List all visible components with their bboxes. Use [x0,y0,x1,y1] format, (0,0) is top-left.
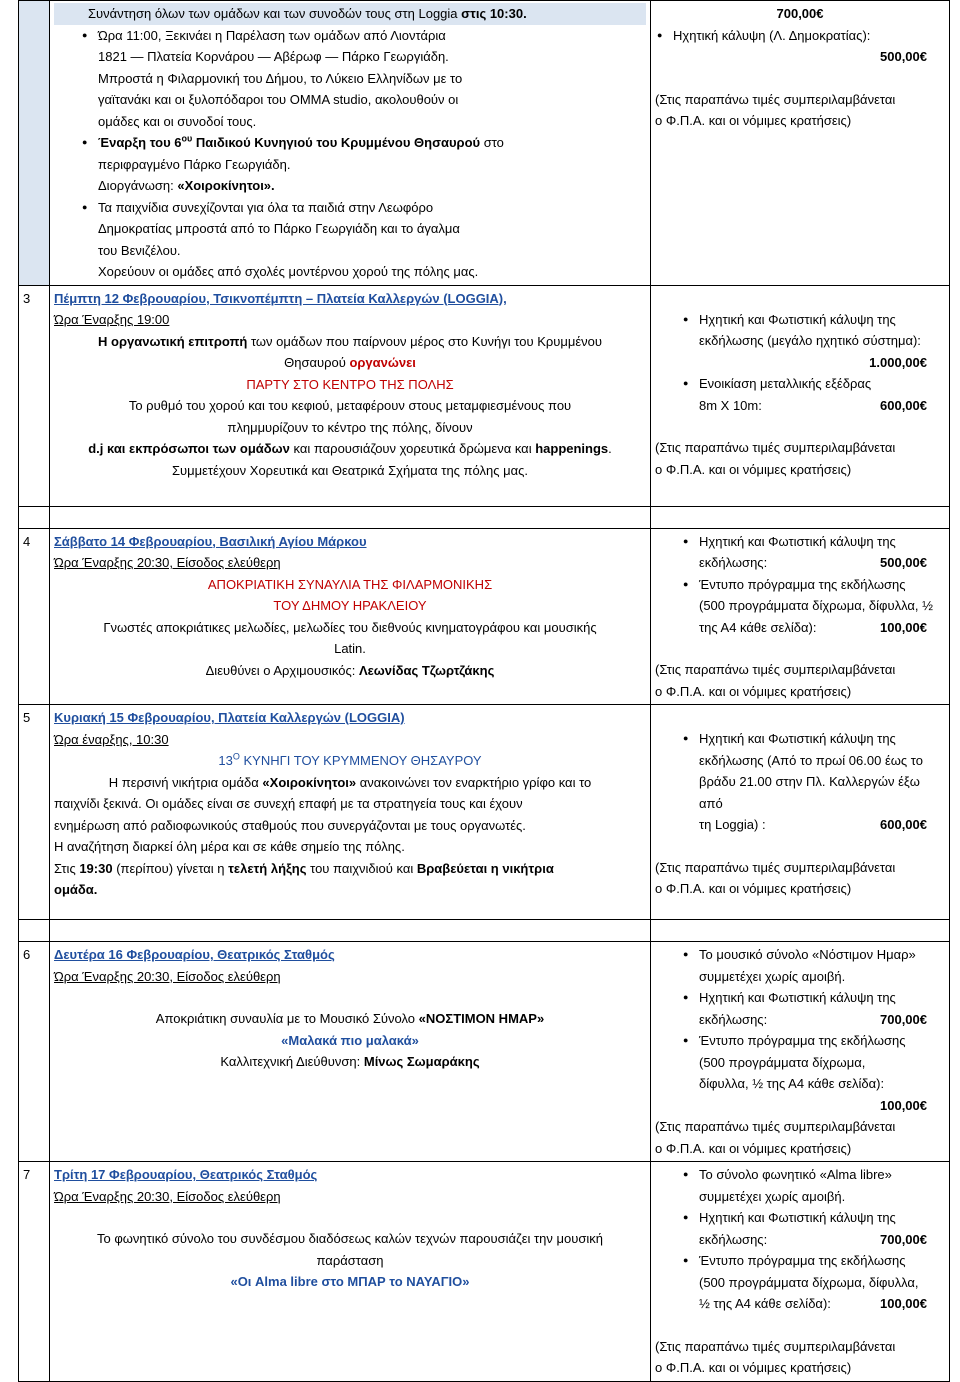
table-row [19,528,950,705]
table-row [19,705,950,920]
event-description: Συνάντηση όλων των ομάδων και των συνοδών τους στη Loggia στις 10:30. ● Ώρα 11:00, Ξεκινάει η Παρέλαση των ομάδων από Λιοντάρια 1821 — Πλατεία Κορνάρου — Αβέρωφ — Πάρκο Γεωργιάδη. Μπροστά η Φιλαρμονική του Δήμου, το Λύκειο Ελληνίδων με το γαϊτανάκι και οι ξυλοπόδαροι του ΟΜΜΑ studio, ακολουθούν οι ομάδες και οι συνοδοί τους. ● Έναρξη του $6^{o\upsilon}$ Παιδικού Κυνηγιού του Κρυμμένου Θησαυρού στο περιφραγμένο Πάρκο Γεωργιάδη. Διοργάνωση: «Χοιροκίνητοι». ● Τα παιχνίδια συνεχίζονται για όλα τα παιδιά στην Λεωφόρο Δημοκρατίας μπροστά από το Πάρκο Γεωργιάδη και το άγαλμα του Βενιζέλου. Χορεύουν οι ομάδες από σχολές μοντέρνου χορού της πόλης μας. [50,1,651,286]
table-row [19,942,950,1162]
cost-cell: ● Ηχητική και Φωτιστική κάλυψη της εκδήλωσης: 500,00€ ● Έντυπο πρόγραμμα της εκδήλωσης (500 προγράμματα δίχρωμα, δίφυλλα, ½ της Α4 κάθε σελίδα): 100,00€ (Στις παραπάνω τιμές συμπεριλαμβάνεται ο Φ.Π.Α. και οι νόμιμες κρατήσεις) [651,528,950,705]
event-description: Πέμπτη 12 Φεβρουαρίου, Τσικνοπέμπτη – Πλατεία Καλλεργών (LOGGIA), Ώρα Έναρξης 19:00 Η οργανωτική επιτροπή των ομάδων που παίρνουν μέρος στο Κυνήγι του Κρυμμένου Θησαυρού οργανώνει ΠΑΡΤΥ ΣΤΟ ΚΕΝΤΡΟ ΤΗΣ ΠΟΛΗΣ Το ρυθμό του χορού και του κεφιού, μεταφέρουν στους μεταμφιεσμένους που πλημμυρίζουν το κέντρο της πόλης, δίνουν d.j και εκπρόσωποι των ομάδων και παρουσιάζουν χορευτικά δρώμενα και happenings. Συμμετέχουν Χορευτικά και Θεατρικά Σχήματα της πόλης μας. [50,285,651,506]
row-number: 3 [19,285,50,506]
list-item: ● Έναρξη του $6^{o\upsilon}$ Παιδικού Κυνηγιού του Κρυμμένου Θησαυρού στο [54,132,646,154]
list-item: ● Ηχητική και Φωτιστική κάλυψη της [655,1207,945,1229]
list-item: ● Ενοικίαση μεταλλικής εξέδρας [655,373,945,395]
row-number: 7 [19,1162,50,1382]
row-number [19,1,50,286]
event-time: Ώρα Έναρξης 20:30, Είσοδος ελεύθερη [54,968,281,984]
event-description: Δευτέρα 16 Φεβρουαρίου, Θεατρικός Σταθμός Ώρα Έναρξης 20:30, Είσοδος ελεύθερη Αποκριάτικη συναυλία με το Μουσικό Σύνολο «ΝΟΣΤΙΜΟΝ ΗΜΑΡ» «Μαλακά πιο μαλακά» Καλλιτεχνική Διεύθυνση: Μίνως Σωμαράκης [50,942,651,1162]
cost-cell: ● Το σύνολο φωνητικό «Alma libre» συμμετέχει χωρίς αμοιβή. ● Ηχητική και Φωτιστική κάλυψη της εκδήλωσης: 700,00€ ● Έντυπο πρόγραμμα της εκδήλωσης (500 προγράμματα δίχρωμα, δίφυλλα, ½ της Α4 κάθε σελίδα): 100,00€ (Στις παραπάνω τιμές συμπεριλαμβάνεται ο Φ.Π.Α. και οι νόμιμες κρατήσεις) [651,1162,950,1382]
list-item: ● Έντυπο πρόγραμμα της εκδήλωσης [655,1250,945,1272]
list-item: ● Έντυπο πρόγραμμα της εκδήλωσης [655,574,945,596]
cost-cell: 700,00€ ● Ηχητική κάλυψη (Λ. Δημοκρατίας): 500,00€ (Στις παραπάνω τιμές συμπεριλαμβάνεται ο Φ.Π.Α. και οι νόμιμες κρατήσεις) [651,1,950,286]
row-number [19,920,50,942]
event-title: Τρίτη 17 Φεβρουαρίου, Θεατρικός Σταθμός [54,1167,318,1182]
list-item: ● Ηχητική και Φωτιστική κάλυψη της εκδήλωσης (Από το πρωί 06.00 έως το βράδυ 21.00 στην Πλ. Καλλεργών έξω από [655,728,945,814]
table-row [19,506,950,528]
list-item: ● Ώρα 11:00, Ξεκινάει η Παρέλαση των ομάδων από Λιοντάρια 1821 — Πλατεία Κορνάρου — Αβέρωφ — Πάρκο Γεωργιάδη. [54,25,646,68]
event-title: Σάββατο 14 Φεβρουαρίου, Βασιλική Αγίου Μάρκου [54,533,367,549]
list-item: ● Έντυπο πρόγραμμα της εκδήλωσης [655,1030,945,1052]
table-row [19,1162,950,1382]
list-item: ● Ηχητική και Φωτιστική κάλυψη της [655,987,945,1009]
event-description: Σάββατο 14 Φεβρουαρίου, Βασιλική Αγίου Μάρκου Ώρα Έναρξης 20:30, Είσοδος ελεύθερη ΑΠΟΚΡΙΑΤΙΚΗ ΣΥΝΑΥΛΙΑ ΤΗΣ ΦΙΛΑΡΜΟΝΙΚΗΣ ΤΟΥ ΔΗΜΟΥ ΗΡΑΚΛΕΙΟΥ Γνωστές αποκριάτικες μελωδίες, μελωδίες του διεθνούς κινηματογράφου και μουσικής Latin. Διευθύνει ο Αρχιμουσικός: Λεωνίδας Τζωρτζάκης [50,528,651,705]
cost-cell [651,920,950,942]
event-time: Ώρα Έναρξης 19:00 [54,312,170,327]
event-description [50,920,651,942]
list-item: ● Τα παιχνίδια συνεχίζονται για όλα τα παιδιά στην Λεωφόρο [54,197,646,219]
list-item: ● Το σύνολο φωνητικό «Alma libre» [655,1164,945,1186]
event-title: Κυριακή 15 Φεβρουαρίου, Πλατεία Καλλεργών (LOGGIA) [54,710,405,725]
row-number: 6 [19,942,50,1162]
event-description [50,506,651,528]
cost-cell: ● Ηχητική και Φωτιστική κάλυψη της εκδήλωσης (Από το πρωί 06.00 έως το βράδυ 21.00 στην Πλ. Καλλεργών έξω από τη Loggia) : 600,00€ (Στις παραπάνω τιμές συμπεριλαμβάνεται ο Φ.Π.Α. και οι νόμιμες κρατήσεις) [651,705,950,920]
row-number: 4 [19,528,50,705]
event-time: Ώρα Έναρξης 20:30, Είσοδος ελεύθερη [54,555,281,570]
row-number: 5 [19,705,50,920]
cost-cell: ● Το μουσικό σύνολο «Νόστιμον Ημαρ» συμμετέχει χωρίς αμοιβή. ● Ηχητική και Φωτιστική κάλυψη της εκδήλωσης: 700,00€ ● Έντυπο πρόγραμμα της εκδήλωσης (500 προγράμματα δίχρωμα, δίφυλλα, ½ της Α4 κάθε σελίδα): 100,00€ (Στις παραπάνω τιμές συμπεριλαμβάνεται ο Φ.Π.Α. και οι νόμιμες κρατήσεις) [651,942,950,1162]
list-item: ● Ηχητική και Φωτιστική κάλυψη της εκδήλωσης (μεγάλο ηχητικό σύστημα): [655,309,945,352]
event-description: Κυριακή 15 Φεβρουαρίου, Πλατεία Καλλεργών (LOGGIA) Ώρα έναρξης, 10:30 $13^O$ ΚΥΝΗΓΙ ΤΟΥ ΚΡΥΜΜΕΝΟΥ ΘΗΣΑΥΡΟΥ Η περσινή νικήτρια ομάδα «Χοιροκίνητοι» ανακοινώνει τον εναρκτήριο γρίφο και το παιχνίδι ξεκινά. Οι ομάδες είναι σε συνεχή επαφή με τα στρατηγεία τους και έχουν ενημέρωση από ραδιοφωνικούς σταθμούς που συνεργάζονται με τους οργανωτές. Η αναζήτηση διαρκεί όλη μέρα και σε κάθε σημείο της πόλης. Στις 19:30 (περίπου) γίνεται η τελετή λήξης του παιχνιδιού και Βραβεύεται η νικήτρια ομάδα. [50,705,651,920]
list-item: ● Το μουσικό σύνολο «Νόστιμον Ημαρ» [655,944,945,966]
event-time: Ώρα Έναρξης 20:30, Είσοδος ελεύθερη [54,1188,281,1204]
event-title: Πέμπτη 12 Φεβρουαρίου, Τσικνοπέμπτη – Πλατεία Καλλεργών (LOGGIA), [54,290,507,306]
cost-cell: ● Ηχητική και Φωτιστική κάλυψη της εκδήλωσης (μεγάλο ηχητικό σύστημα): 1.000,00€ ● Ενοικίαση μεταλλικής εξέδρας 8m X 10m: 600,00€ (Στις παραπάνω τιμές συμπεριλαμβάνεται ο Φ.Π.Α. και οι νόμιμες κρατήσεις) [651,285,950,506]
event-time: Ώρα έναρξης, 10:30 [54,731,169,747]
event-title: Δευτέρα 16 Φεβρουαρίου, Θεατρικός Σταθμός [54,947,335,962]
table-row [19,920,950,942]
cost-cell [651,506,950,528]
schedule-table [18,0,950,1382]
event-description: Τρίτη 17 Φεβρουαρίου, Θεατρικός Σταθμός Ώρα Έναρξης 20:30, Είσοδος ελεύθερη Το φωνητικό σύνολο του συνδέσμου διαδόσεως καλών τεχνών παρουσιάζει την μουσική παράσταση «Οι Alma libre στο ΜΠΑΡ το ΝΑΥΑΓΙΟ» [50,1162,651,1382]
list-item: ● Ηχητική κάλυψη (Λ. Δημοκρατίας): [655,25,945,47]
table-row [19,1,950,286]
table-row [19,285,950,506]
list-item: ● Ηχητική και Φωτιστική κάλυψη της [655,531,945,553]
row-number [19,506,50,528]
